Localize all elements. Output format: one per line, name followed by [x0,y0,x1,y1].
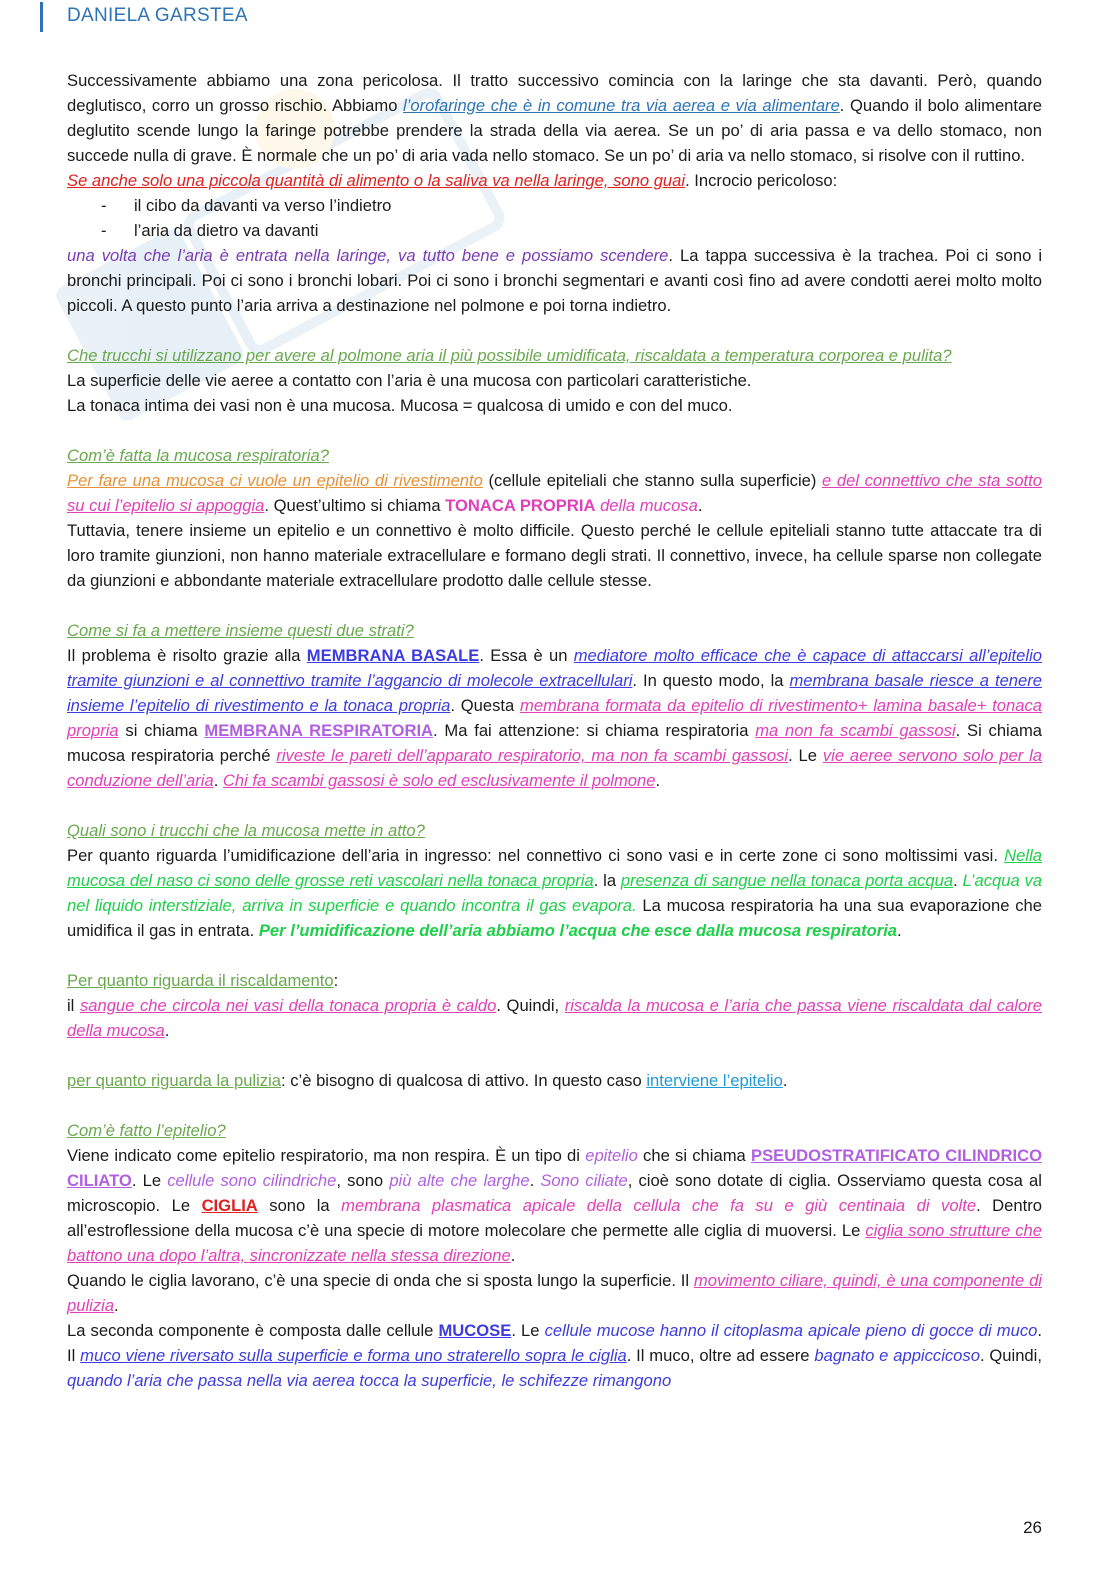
header-author: DANIELA GARSTEA [67,5,248,26]
question-strati: Come si fa a mettere insieme questi due strati? [67,621,414,640]
paragraph-zona-pericolosa: Successivamente abbiamo una zona pericolosa. Il tratto successivo comincia con la laringe che sta davanti. Però, quando deglutisco, corro un grosso rischio. Abbiamo l’orofaringe che è in comune tra via aerea e via alimentare. Quando il bolo alimentare deglutito scende lungo la faringe potrebbe prendere la strada della via aerea. Se un po’ di aria passa e va dello stomaco, non succede nulla di grave. È normale che un po’ di aria vada nello stomaco. Se un po’ di aria va nello stomaco, si risolve con il ruttino. [67,71,1043,165]
paragraph-umidificazione: Per quanto riguarda l’umidificazione dell’aria in ingresso: nel connettivo ci sono vasi e in certe zone ci sono moltissimi vasi. Nella mucosa del naso ci sono delle grosse reti vascolari nella tonaca propria. la presenza di sangue nella tonaca porta acqua. L’acqua va nel liquido interstiziale, arriva in superficie e quando incontra il gas evapora. La mucosa respiratoria ha una sua evaporazione che umidifica il gas in entrata. Per l’umidificazione dell’aria abbiamo l’acqua che esce dalla mucosa respiratoria. [67,846,1042,940]
page-number: 26 [1023,1518,1042,1537]
question-epitelio: Com’è fatto l’epitelio? [67,1121,226,1140]
list-item: - l’aria da dietro va davanti [101,221,319,240]
heading-riscaldamento: Per quanto riguarda il riscaldamento: [67,971,339,990]
paragraph-membrana-basale: Il problema è risolto grazie alla MEMBRANA BASALE. Essa è un mediatore molto efficace che è capace di attaccarsi all’epitelio tramite giunzioni e al connettivo tramite l’aggancio di molecole extracellulari. In questo modo, la membrana basale riesce a tenere insieme l’epitelio di rivestimento e la tonaca propria. Questa membrana formata da epitelio di rivestimento+ lamina basale+ tonaca propria si chiama MEMBRANA RESPIRATORIA. Ma fai attenzione: si chiama respiratoria ma non fa scambi gassosi. Si chiama mucosa respiratoria perché riveste le pareti dell’apparato respiratorio, ma non fa scambi gassosi. Le vie aeree servono solo per la conduzione dell’aria. Chi fa scambi gassosi è solo ed esclusivamente il polmone. [67,646,1043,790]
paragraph-cellule-mucose: La seconda componente è composta dalle cellule MUCOSE. Le cellule mucose hanno il citoplasma apicale pieno di gocce di muco. Il muco viene riversato sulla superficie e forma uno straterello sopra le ciglia. Il muco, oltre ad essere bagnato e appiccicoso. Quindi, quando l’aria che passa nella via aerea tocca la superficie, le schifezze rimangono [67,1321,1042,1390]
header-accent-bar [40,2,43,32]
paragraph-epitelio: Viene indicato come epitelio respiratorio, ma non respira. È un tipo di epitelio che si chiama PSEUDOSTRATIFICATO CILINDRICO CILIATO. Le cellule sono cilindriche, sono più alte che larghe. Sono ciliate, cioè sono dotate di ciglia. Osserviamo questa cosa al microscopio. Le CIGLIA sono la membrana plasmatica apicale della cellula che fa su e giù centinaia di volte. Dentro all’estroflessione della mucosa c’è una specie di motore molecolare che permette alle ciglia di muoversi. Le ciglia sono strutture che battono una dopo l’altra, sincronizzate nella stessa direzione. [67,1146,1043,1265]
paragraph-superficie: La superficie delle vie aeree a contatto con l’aria è una mucosa con particolari caratteristiche. [67,371,752,390]
list-item: - il cibo da davanti va verso l’indietro [101,196,392,215]
question-mucosa: Com’è fatta la mucosa respiratoria? [67,446,329,465]
question-trucchi-mucosa: Quali sono i trucchi che la mucosa mette in atto? [67,821,425,840]
paragraph-connettivo: Tuttavia, tenere insieme un epitelio e un connettivo è molto difficile. Questo perché le cellule epiteliali stanno tutte attaccate tra di loro tramite giunzioni, non hanno materiale extracellulare e formano degli strati. Il connettivo, invece, ha cellule sparse non collegate da giunzioni e abbondante materiale extracellulare prodotto dalle cellule stesse. [67,521,1042,590]
paragraph-tonaca-intima: La tonaca intima dei vasi non è una mucosa. Mucosa = qualcosa di umido e con del muco. [67,396,733,415]
paragraph-movimento-ciliare: Quando le ciglia lavorano, c’è una specie di onda che si sposta lungo la superficie. Il movimento ciliare, quindi, è una componente di pulizia. [67,1271,1042,1315]
paragraph-riscaldamento: il sangue che circola nei vasi della tonaca propria è caldo. Quindi, riscalda la mucosa e l’aria che passa viene riscaldata dal calore della mucosa. [67,996,1042,1040]
paragraph-trachea: una volta che l’aria è entrata nella laringe, va tutto bene e possiamo scendere. La tappa successiva è la trachea. Poi ci sono i bronchi principali. Poi ci sono i bronchi lobari. Poi ci sono i bronchi segmentari e avanti così fino ad avere condotti aerei molto molto piccoli. A questo punto l’aria arriva a destinazione nel polmone e poi torna indietro. [67,246,1043,315]
paragraph-incrocio: Se anche solo una piccola quantità di alimento o la saliva va nella laringe, sono guai. Incrocio pericoloso: [67,171,838,190]
question-trucchi: Che trucchi si utilizzano per avere al polmone aria il più possibile umidificata, riscaldata a temperatura corporea e pulita? [67,346,952,365]
paragraph-pulizia: per quanto riguarda la pulizia: c’è bisogno di qualcosa di attivo. In questo caso interviene l’epitelio. [67,1071,788,1090]
paragraph-mucosa: Per fare una mucosa ci vuole un epitelio di rivestimento (cellule epiteliali che stanno sulla superficie) e del connettivo che sta sotto su cui l’epitelio si appoggia. Quest’ultimo si chiama TONACA PROPRIA della mucosa. [67,471,1043,515]
document-body [67,68,1042,1393]
